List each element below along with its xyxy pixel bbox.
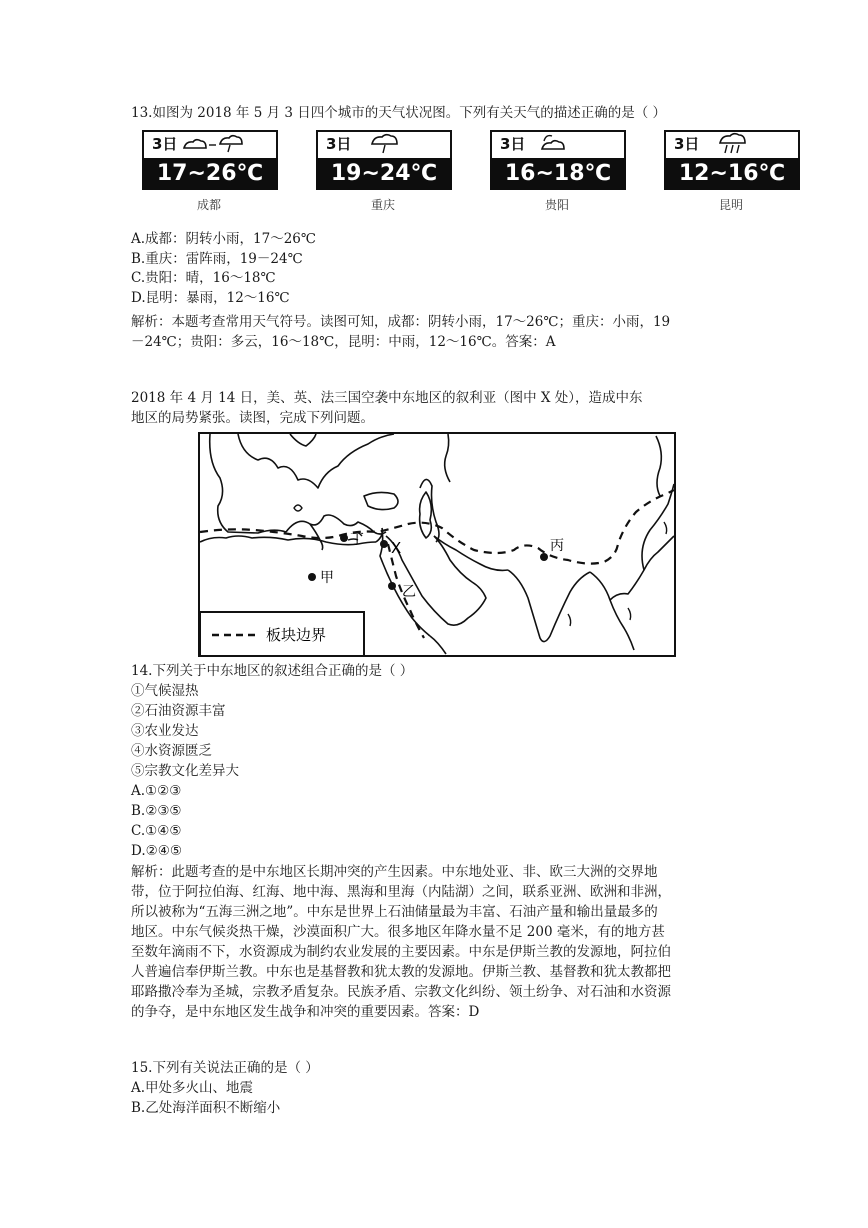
city-label-kunming: 昆明 (718, 198, 743, 212)
middle-east-map (198, 432, 676, 657)
q15-option-b: B.乙处海洋面积不断缩小 (131, 1100, 281, 1116)
label-bing: 丙 (550, 538, 564, 554)
marker-ding (340, 534, 348, 542)
overcast-to-light-rain-icon (182, 132, 252, 154)
intro-line: 地区的局势紧张。读图，完成下列问题。 (131, 410, 374, 426)
legend-label: 板块边界 (266, 626, 327, 644)
marker-x (380, 540, 388, 548)
q14-analysis-line: 人普遍信奉伊斯兰教。中东也是基督教和犹太教的发源地。伊斯兰教、基督教和犹太教都把 (131, 964, 671, 980)
q14-item: ⑤宗教文化差异大 (131, 763, 239, 779)
q14-analysis-line: 耶路撒冷奉为圣城，宗教矛盾复杂。民族矛盾、宗教文化纠纷、领土纷争、对石油和水资源 (131, 984, 671, 1000)
q14-item: ②石油资源丰富 (131, 703, 226, 719)
marker-yi (388, 582, 396, 590)
card-day: 3日 (500, 135, 526, 153)
card-temperature: 16~18℃ (490, 158, 626, 190)
q14-analysis-line: 所以被称为“五海三洲之地”。中东是世界上石油储量最为丰富、石油产量和输出量最多的 (131, 904, 658, 920)
label-ding: 丁 (350, 532, 364, 548)
card-day: 3日 (152, 135, 178, 153)
q14-option-a: A.①②③ (131, 783, 182, 799)
label-yi: 乙 (402, 584, 416, 600)
q13-option-b: B.重庆：雷阵雨，19－24℃ (131, 251, 303, 267)
weather-card-kunming (664, 130, 798, 190)
marker-jia (308, 573, 316, 581)
card-temperature: 19~24℃ (316, 158, 452, 190)
weather-card-chengdu (142, 130, 276, 190)
q14-option-b: B.②③⑤ (131, 803, 182, 819)
weather-card-chongqing (316, 130, 450, 190)
card-temperature: 17~26℃ (142, 158, 278, 190)
weather-card-guiyang (490, 130, 624, 190)
q15-option-a: A.甲处多火山、地震 (131, 1080, 254, 1096)
q14-analysis-line: 至数年滴雨不下，水资源成为制约农业发展的主要因素。中东是伊斯兰教的发源地，阿拉伯 (131, 944, 671, 960)
q14-item: ④水资源匮乏 (131, 743, 212, 759)
q13-option-c: C.贵阳：晴，16～18℃ (131, 270, 276, 286)
city-label-chongqing: 重庆 (370, 198, 395, 212)
q13-analysis-line: 解析：本题考查常用天气符号。读图可知，成都：阴转小雨，17～26℃；重庆：小雨，19 (131, 314, 671, 330)
card-day: 3日 (326, 135, 352, 153)
map-legend (200, 612, 364, 656)
q14-analysis-line: 地区。中东气候炎热干燥，沙漠面积广大。很多地区年降水量不足 200 毫米，有的地方甚 (131, 924, 665, 940)
q14-option-c: C.①④⑤ (131, 823, 182, 839)
intro-line: 2018 年 4 月 14 日，美、英、法三国空袭中东地区的叙利亚（图中 X 处），造成中东 (131, 390, 643, 406)
marker-bing (540, 553, 548, 561)
q14-analysis-line: 带，位于阿拉伯海、红海、地中海、黑海和里海（内陆湖）之间，联系亚洲、欧洲和非洲， (131, 884, 671, 900)
q14-stem: 14.下列关于中东地区的叙述组合正确的是（ ） (131, 663, 414, 679)
q13-option-d: D.昆明：暴雨，12～16℃ (131, 290, 290, 306)
cloudy-icon (530, 132, 600, 154)
q14-item: ①气候湿热 (131, 683, 199, 699)
q13-analysis-line: －24℃；贵阳：多云，16～18℃，昆明：中雨，12～16℃。答案：A (131, 334, 556, 350)
card-temperature: 12~16℃ (664, 158, 800, 190)
q15-stem: 15.下列有关说法正确的是（ ） (131, 1060, 319, 1076)
q14-analysis-line: 的争夺，是中东地区发生战争和冲突的重要因素。答案：D (131, 1004, 480, 1020)
q14-option-d: D.②④⑤ (131, 843, 182, 859)
light-rain-icon (356, 132, 426, 154)
city-label-chengdu: 成都 (196, 198, 221, 212)
q13-option-a: A.成都：阴转小雨，17～26℃ (131, 231, 316, 247)
label-x: X (391, 539, 402, 557)
q14-item: ③农业发达 (131, 723, 199, 739)
q14-analysis-line: 解析：此题考查的是中东地区长期冲突的产生因素。中东地处亚、非、欧三大洲的交界地 (131, 864, 658, 880)
card-day: 3日 (674, 135, 700, 153)
q13-stem: 13.如图为 2018 年 5 月 3 日四个城市的天气状况图。下列有关天气的描述正确的是（ ） (131, 105, 667, 121)
city-label-guiyang: 贵阳 (544, 198, 569, 212)
moderate-rain-icon (704, 132, 774, 154)
label-jia: 甲 (320, 570, 334, 586)
